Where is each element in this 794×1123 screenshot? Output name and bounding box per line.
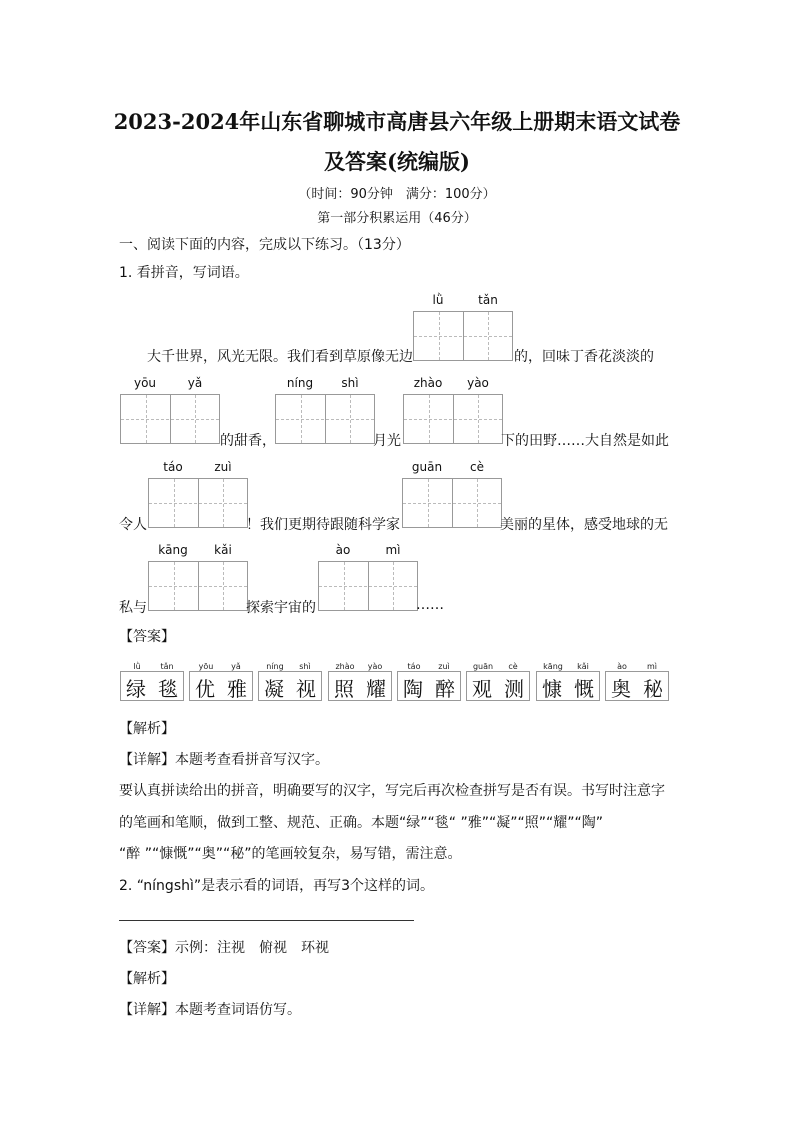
answer-char: 毯 bbox=[158, 677, 178, 701]
answer-char: 慨 bbox=[574, 677, 594, 701]
answer-char: 醉 bbox=[435, 677, 455, 701]
detail-1: 【详解】本题考查看拼音写汉字。 bbox=[119, 752, 329, 768]
pinyin-kang: kāng bbox=[158, 543, 188, 557]
answer-pinyin: zuì bbox=[438, 662, 450, 671]
answer-box-1[interactable] bbox=[413, 311, 513, 361]
answer-char: 测 bbox=[504, 677, 524, 701]
pinyin-you: yōu bbox=[133, 376, 157, 390]
answer-pair bbox=[466, 662, 530, 702]
answer-box-2[interactable] bbox=[120, 394, 220, 444]
explain-line-1: 要认真拼读给出的拼音，明确要写的汉字，写完后再次检查拼写是否有误。书写时注意字 bbox=[119, 783, 665, 799]
pinyin-ya: yǎ bbox=[187, 376, 203, 390]
answer-pinyin: níng bbox=[266, 662, 284, 671]
pinyin-zhao: zhào bbox=[413, 376, 443, 390]
explain-line-2: 的笔画和笔顺，做到工整、规范、正确。本题“绿”“毯“ ”雅”“凝”“照”“耀”“陶” bbox=[119, 815, 603, 831]
passage-text-1: 大千世界，风光无限。我们看到草原像无边 bbox=[147, 349, 413, 365]
answer-pinyin: kǎi bbox=[577, 662, 589, 671]
exam-meta: （时间：90分钟 满分：100分） bbox=[298, 187, 496, 202]
answer-box-4[interactable] bbox=[403, 394, 503, 444]
answer-char: 视 bbox=[296, 677, 316, 701]
pinyin-shi: shì bbox=[341, 376, 359, 390]
answer-pair bbox=[258, 662, 322, 702]
passage-text-8: 美丽的星体，感受地球的无 bbox=[500, 517, 668, 533]
answer-line[interactable] bbox=[119, 920, 414, 921]
answer-pinyin: táo bbox=[407, 662, 421, 671]
answer-char: 慷 bbox=[542, 677, 562, 701]
passage-text-11: …… bbox=[416, 597, 444, 613]
pinyin-ce: cè bbox=[470, 460, 484, 474]
answer-pinyin: mì bbox=[646, 662, 657, 671]
answer-pair bbox=[397, 662, 461, 702]
title-line-1: 2023-2024年山东省聊城市高唐县六年级上册期末语文试卷 bbox=[113, 109, 681, 134]
section-heading: 一、阅读下面的内容，完成以下练习。（13分） bbox=[119, 237, 410, 253]
passage-text-6: 令人 bbox=[119, 517, 147, 533]
answer-pair bbox=[328, 662, 392, 702]
answer-pair bbox=[120, 662, 184, 702]
answer-box-5[interactable] bbox=[148, 478, 248, 528]
pinyin-lv: lǜ bbox=[432, 293, 444, 307]
answer-pinyin: zhào bbox=[335, 662, 355, 671]
pinyin-tao: táo bbox=[163, 460, 183, 474]
answer-pinyin: lǜ bbox=[133, 662, 141, 671]
pinyin-ao: ào bbox=[335, 543, 351, 557]
pinyin-yao: yào bbox=[467, 376, 489, 390]
answer-pinyin: shì bbox=[299, 662, 311, 671]
passage-text-9: 私与 bbox=[119, 600, 147, 616]
pinyin-kai: kǎi bbox=[214, 543, 232, 557]
question-2: 2. “níngshì”是表示看的词语，再写3个这样的词。 bbox=[119, 878, 435, 894]
answer-pinyin: yōu bbox=[198, 662, 214, 671]
answer-pinyin: yǎ bbox=[231, 662, 241, 671]
question-1: 1. 看拼音，写词语。 bbox=[119, 265, 249, 281]
answer-box-7[interactable] bbox=[148, 561, 248, 611]
pinyin-tan: tǎn bbox=[478, 293, 498, 307]
answer-char: 凝 bbox=[264, 677, 284, 701]
passage-text-3: 的甜香， bbox=[220, 433, 276, 449]
passage-text-10: 探索宇宙的 bbox=[246, 600, 316, 616]
answer-char: 秘 bbox=[643, 677, 663, 701]
answer-char: 耀 bbox=[366, 677, 386, 701]
explain-line-3: “醉 ”“慷慨”“奥”“秘”的笔画较复杂，易写错，需注意。 bbox=[119, 846, 462, 862]
answer-pair bbox=[189, 662, 253, 702]
answer-label: 【答案】 bbox=[119, 629, 175, 645]
answer-char: 雅 bbox=[227, 677, 247, 701]
pinyin-guan: guān bbox=[411, 460, 443, 474]
answer-pinyin: ào bbox=[617, 662, 627, 671]
answer-pinyin: cè bbox=[508, 662, 518, 671]
passage-text-5: 下的田野……大自然是如此 bbox=[501, 433, 669, 449]
answer-box-3[interactable] bbox=[275, 394, 375, 444]
answer-2: 【答案】示例：注视 俯视 环视 bbox=[119, 940, 329, 956]
passage-text-7: ！我们更期待跟随科学家 bbox=[246, 517, 400, 533]
pinyin-ning: níng bbox=[286, 376, 314, 390]
answer-pinyin: guān bbox=[472, 662, 494, 671]
answer-char: 陶 bbox=[403, 677, 423, 701]
answer-pinyin: tǎn bbox=[160, 662, 174, 671]
answer-pair bbox=[605, 662, 669, 702]
passage-text-4: 月光 bbox=[373, 433, 401, 449]
answer-char: 绿 bbox=[126, 677, 146, 701]
analysis-label: 【解析】 bbox=[119, 721, 175, 737]
detail-2: 【详解】本题考查词语仿写。 bbox=[119, 1002, 301, 1018]
answer-pinyin: kāng bbox=[543, 662, 563, 671]
answer-box-6[interactable] bbox=[402, 478, 502, 528]
pinyin-zui: zuì bbox=[214, 460, 232, 474]
answer-box-8[interactable] bbox=[318, 561, 418, 611]
answer-pair bbox=[536, 662, 600, 702]
pinyin-mi: mì bbox=[385, 543, 401, 557]
title-line-2: 及答案(统编版) bbox=[324, 149, 470, 174]
part-heading: 第一部分积累运用（46分） bbox=[317, 211, 477, 226]
answer-char: 观 bbox=[472, 677, 492, 701]
answer-pinyin: yào bbox=[367, 662, 383, 671]
answer-char: 优 bbox=[195, 677, 215, 701]
passage-text-2: 的，回味丁香花淡淡的 bbox=[514, 349, 654, 365]
answer-char: 奥 bbox=[611, 677, 631, 701]
analysis-label-2: 【解析】 bbox=[119, 971, 175, 987]
answer-char: 照 bbox=[334, 677, 354, 701]
